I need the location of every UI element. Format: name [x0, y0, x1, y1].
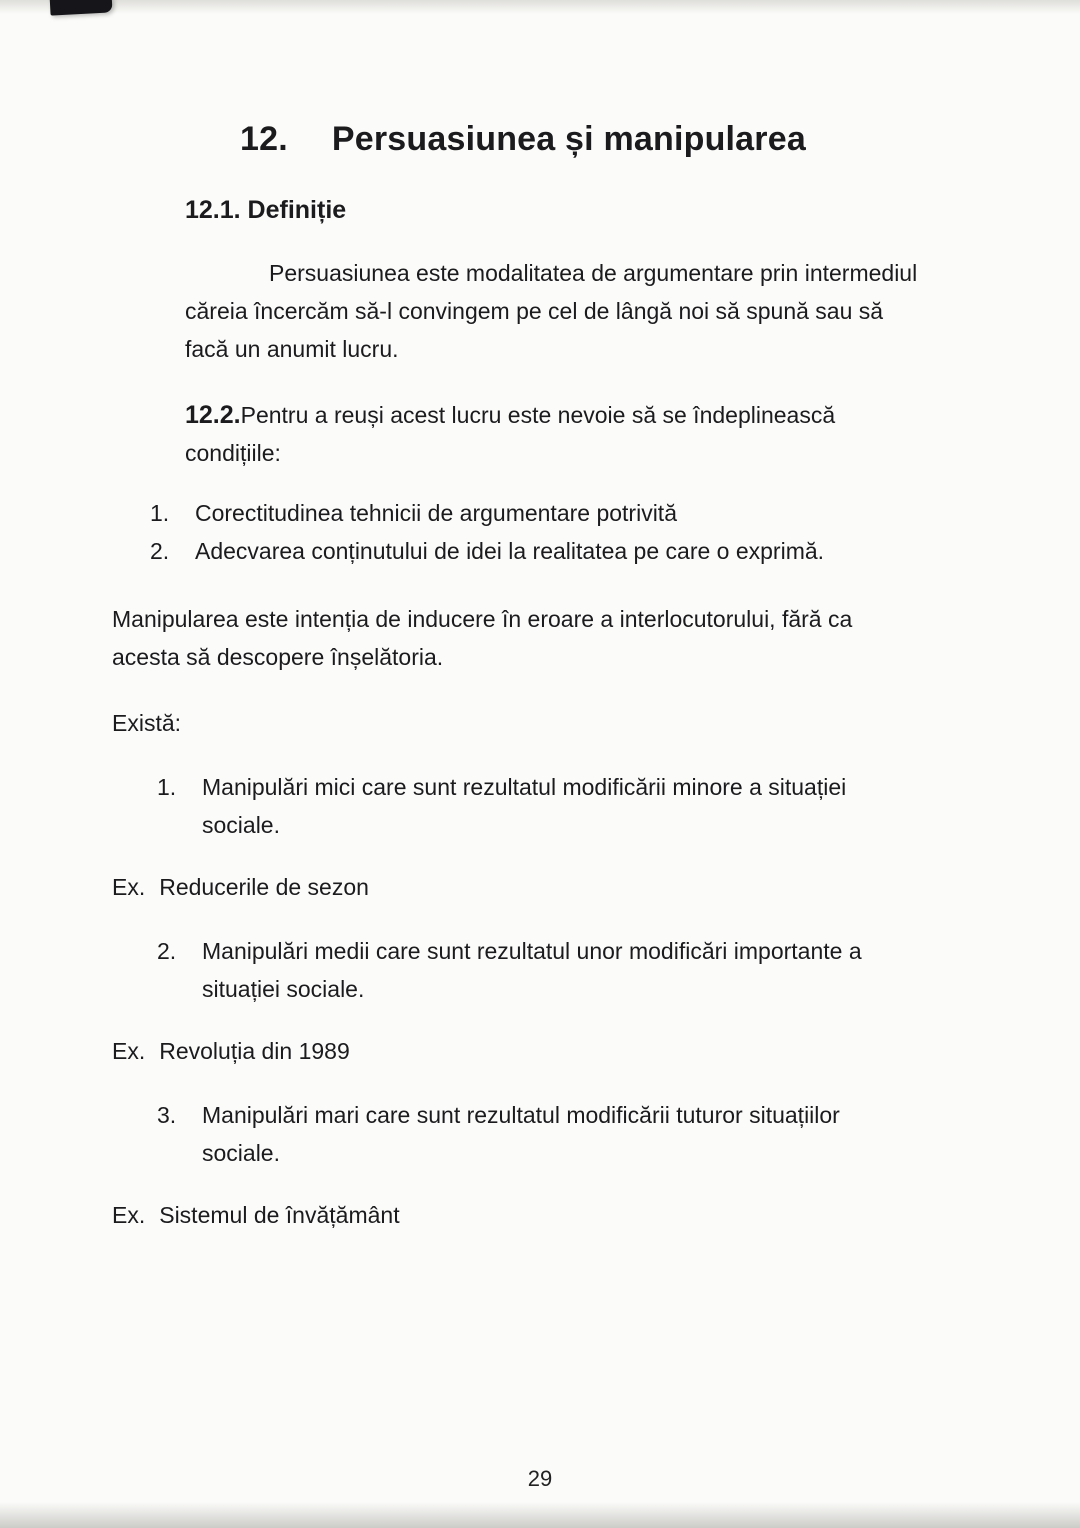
- list-item: [157, 768, 930, 844]
- section-heading-definition: 12.1. Definiție: [185, 196, 347, 224]
- chapter-number: 12.: [240, 120, 288, 158]
- example-line: [112, 868, 930, 906]
- definition-paragraph: Persuasiunea este modalitatea de argumentare prin intermediul căreia încercăm să-l convingem pe cel de lângă noi să spună sau să facă un anumit lucru.: [185, 260, 918, 362]
- example-text: Revoluția din 1989: [159, 1038, 350, 1064]
- example-label: Ex.: [112, 874, 146, 900]
- list-item-number: 1.: [150, 500, 170, 526]
- conditions-list: [150, 494, 930, 570]
- exists-label: Există:: [112, 710, 182, 736]
- list-item-number: 2.: [157, 938, 177, 964]
- list-item-text: Corectitudinea tehnicii de argumentare potrivită: [195, 500, 677, 526]
- example-label: Ex.: [112, 1202, 146, 1228]
- list-item: [157, 932, 930, 1008]
- list-item: [157, 1096, 930, 1172]
- list-item: [150, 532, 930, 570]
- list-item-number: 2.: [150, 538, 170, 564]
- chapter-title: [240, 118, 930, 160]
- scan-artifact-clip: [49, 0, 112, 16]
- example-line: [112, 1196, 930, 1234]
- example-text: Reducerile de sezon: [159, 874, 369, 900]
- scan-shadow-bottom: [0, 1502, 1080, 1528]
- example-text: Sistemul de învățământ: [159, 1202, 400, 1228]
- manipulation-paragraph: Manipularea este intenția de inducere în eroare a interlocutorului, fără ca acesta să descopere înșelătoria.: [112, 606, 853, 670]
- list-item-text: Manipulări mici care sunt rezultatul modificării minore a situației sociale.: [202, 774, 847, 838]
- list-item: [150, 494, 930, 532]
- list-item-text: Manipulări mari care sunt rezultatul modificării tuturor situațiilor sociale.: [202, 1102, 840, 1166]
- page-content: [112, 118, 930, 1260]
- list-item-text: Manipulări medii care sunt rezultatul unor modificări importante a situației sociale.: [202, 938, 862, 1002]
- example-label: Ex.: [112, 1038, 146, 1064]
- chapter-title-text: Persuasiunea și manipularea: [331, 120, 806, 158]
- section-2-paragraph: [185, 396, 885, 472]
- example-line: [112, 1032, 930, 1070]
- list-item-text: Adecvarea conținutului de idei la realitatea pe care o exprimă.: [195, 538, 825, 564]
- list-item-number: 3.: [157, 1102, 177, 1128]
- page-number: 29: [527, 1466, 553, 1491]
- section-2-text: Pentru a reuși acest lucru este nevoie să se îndeplinească condițiile:: [185, 402, 836, 466]
- scan-shadow-top: [0, 0, 1080, 14]
- list-item-number: 1.: [157, 774, 177, 800]
- section-2-number: 12.2.: [185, 401, 241, 429]
